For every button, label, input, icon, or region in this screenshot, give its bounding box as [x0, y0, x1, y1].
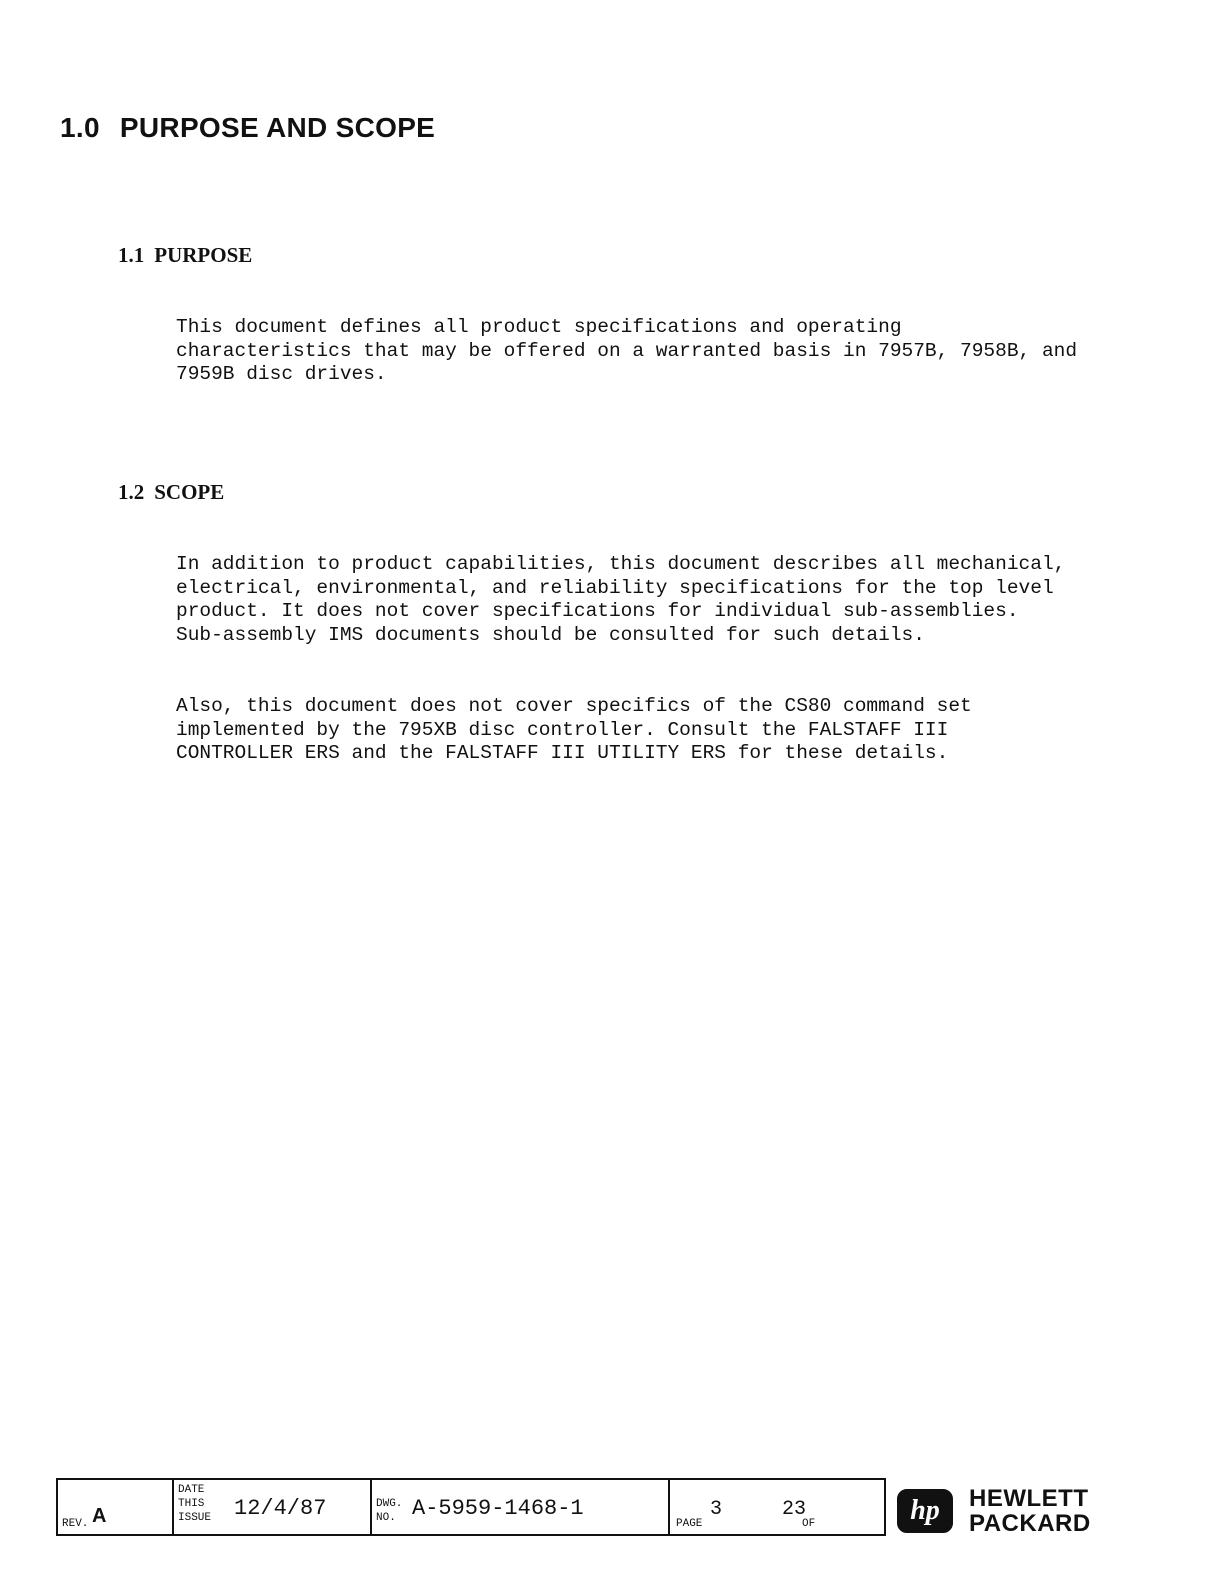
purpose-title: PURPOSE: [154, 243, 253, 267]
scope-number: 1.2: [118, 480, 145, 504]
page-cell: [670, 1480, 884, 1534]
company-name: [969, 1486, 1091, 1536]
hp-mark-text: hp: [910, 1495, 940, 1526]
dwg-cell: [372, 1480, 670, 1534]
purpose-heading: [118, 243, 252, 268]
rev-label: REV.: [62, 1518, 89, 1530]
date-label-3: ISSUE: [178, 1512, 212, 1524]
page-title: [60, 112, 435, 144]
company-name-line-1: HEWLETT: [969, 1485, 1089, 1512]
hp-mark-icon: [897, 1489, 953, 1533]
page-value: 3: [710, 1498, 723, 1521]
dwg-label-2: NO.: [376, 1512, 396, 1524]
date-label-1: DATE: [178, 1484, 205, 1496]
company-name-line-2: PACKARD: [969, 1510, 1091, 1537]
hp-logo: [897, 1486, 1091, 1536]
rev-value: A: [92, 1505, 107, 1527]
date-label-2: THIS: [178, 1498, 205, 1510]
scope-paragraph-2: Also, this document does not cover specifics of the CS80 command set implemented by the 795XB disc controller. Consult the FALSTAFF III CONTROLLER ERS and the FALSTAFF III UTILITY ERS for these details.: [176, 695, 972, 765]
title-block: [56, 1478, 886, 1536]
purpose-number: 1.1: [118, 243, 145, 267]
scope-paragraph-1: In addition to product capabilities, this document describes all mechanical, electrical, environmental, and reliability specifications for the top level product. It does not cover specifications for individual sub-assemblies. Sub-assembly IMS documents should be consulted for such details.: [176, 553, 1066, 647]
of-label: OF: [802, 1518, 816, 1530]
dwg-label-1: DWG.: [376, 1498, 403, 1510]
page-label: PAGE: [676, 1518, 703, 1530]
section-number: 1.0: [60, 112, 100, 143]
purpose-paragraph: This document defines all product specifications and operating characteristics that may be offered on a warranted basis in 7957B, 7958B, and 7959B disc drives.: [176, 316, 1078, 386]
scope-heading: [118, 480, 224, 505]
rev-cell: [58, 1480, 174, 1534]
total-pages: 23: [782, 1498, 807, 1521]
dwg-value: A-5959-1468-1: [412, 1496, 584, 1521]
date-cell: [174, 1480, 372, 1534]
section-title: PURPOSE AND SCOPE: [119, 112, 436, 143]
date-value: 12/4/87: [234, 1496, 327, 1521]
scope-title: SCOPE: [154, 480, 225, 504]
